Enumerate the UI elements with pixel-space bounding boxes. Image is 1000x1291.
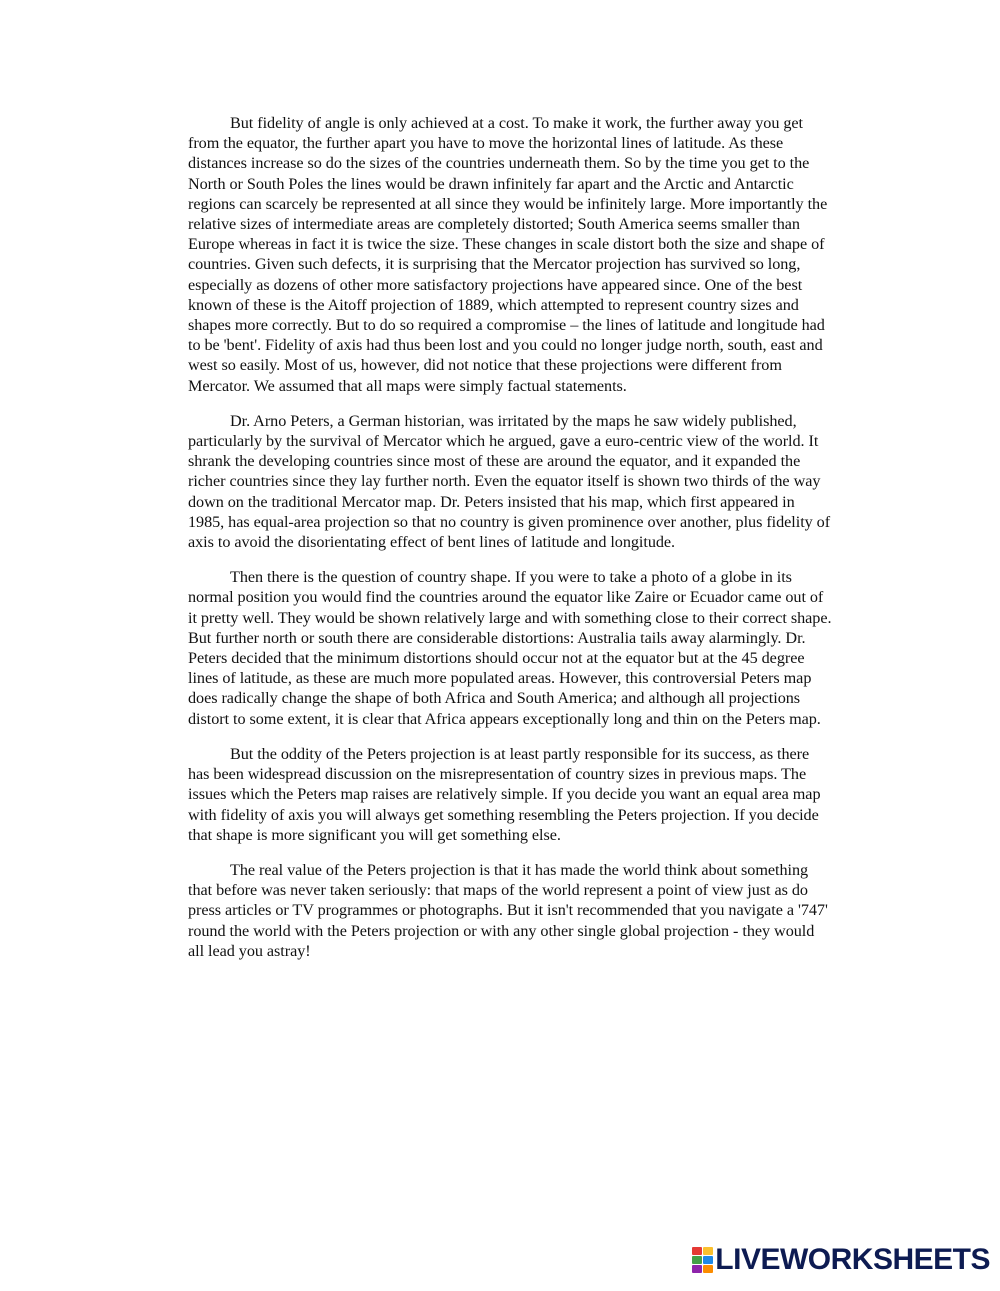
logo-block-3 [692,1256,702,1264]
paragraph-5: The real value of the Peters projection is that it has made the world think about something that before was never taken seriously: that maps of the world represent a point of view just as do press articles or TV programmes or photographs. But it isn't recommended that you navigate a '747' round the world with the Peters projection or with any other single global projection - they would all lead you astray! [188,860,828,960]
liveworksheets-logo-icon [691,1246,713,1274]
logo-block-6 [703,1265,713,1273]
paragraph-2: Dr. Arno Peters, a German historian, was irritated by the maps he saw widely published, particularly by the survival of Mercator which he argued, gave a euro-centric view of the world. It shrank the developing countries since most of these are around the equator, and it expanded the richer countries since they lay further north. Even the equator itself is shown two thirds of the way down on the traditional Mercator map. Dr. Peters insisted that his map, which first appeared in 1985, has equal-area projection so that no country is given prominence over another, plus fidelity of axis to avoid the disorientating effect of bent lines of latitude and longitude. [188,411,831,552]
paragraph-4: But the oddity of the Peters projection is at least partly responsible for its success, as there has been widespread discussion on the misrepresentation of country sizes in previous maps. The issues which the Peters map raises are relatively simple. If you decide you want an equal area map with fidelity of axis you will always get something resembling the Peters projection. If you decide that shape is more significant you will get something else. [188,744,821,844]
paragraph-3: Then there is the question of country shape. If you were to take a photo of a globe in its normal position you would find the countries around the equator like Zaire or Ecuador came out of it pretty well. They would be shown relatively large and with something close to their correct shape. But further north or south there are considerable distortions: Australia tails away alarmingly. Dr. Peters decided that the minimum distortions should occur not at the equator but at the 45 degree lines of latitude, as these are much more populated areas. However, this controversial Peters map does radically change the shape of both Africa and South America; and although all projections distort to some extent, it is clear that Africa appears exceptionally long and thin on the Peters map. [188,568,832,728]
liveworksheets-logo-text: LIVEWORKSHEETS [715,1243,990,1276]
logo-block-2 [703,1247,713,1255]
logo-block-1 [692,1247,702,1255]
liveworksheets-logo [691,1243,990,1277]
logo-block-4 [703,1256,713,1264]
logo-block-5 [692,1265,702,1273]
paragraph-1: But fidelity of angle is only achieved at a cost. To make it work, the further away you get from the equator, the further apart you have to move the horizontal lines of latitude. As these distances increase so do the sizes of the countries underneath them. So by the time you get to the North or South Poles the lines would be drawn infinitely far apart and the Arctic and Antarctic regions can scarcely be represented at all since they would be infinitely large. More importantly the relative sizes of intermediate areas are completely distorted; South America seems smaller than Europe whereas in fact it is twice the size. These changes in scale distort both the size and shape of countries. Given such defects, it is surprising that the Mercator projection has survived so long, especially as dozens of other more satisfactory projections have appeared since. One of the best known of these is the Aitoff projection of 1889, which attempted to represent country sizes and shapes more correctly. But to do so required a compromise – the lines of latitude and longitude had to be 'bent'. Fidelity of axis had thus been lost and you could no longer judge north, south, east and west so easily. Most of us, however, did not notice that these projections were different from Mercator. We assumed that all maps were simply factual statements. [188,114,828,395]
document-body [188,113,833,976]
